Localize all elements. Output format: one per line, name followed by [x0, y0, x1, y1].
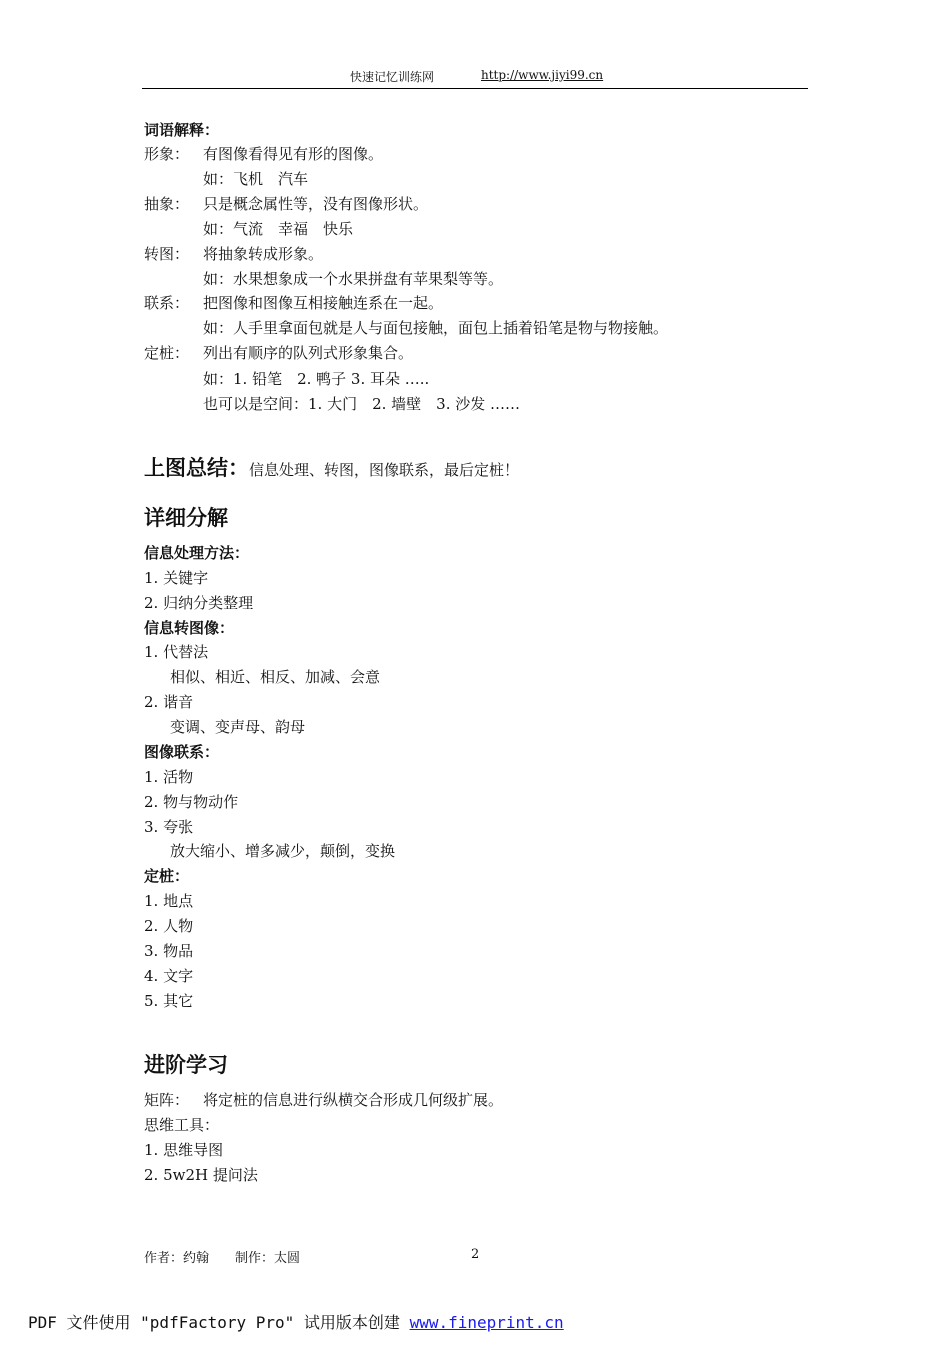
glossary-example: 如：人手里拿面包就是人与面包接触，面包上插着铅笔是物与物接触。 [203, 319, 669, 337]
list-item: 2. 人物 [144, 917, 194, 935]
glossary-example: 如：飞机 汽车 [203, 170, 309, 188]
list-item: 1. 关键字 [144, 569, 209, 587]
matrix-text: 将定桩的信息进行纵横交合形成几何级扩展。 [203, 1091, 504, 1109]
glossary-example: 如：1. 铅笔 2. 鸭子 3. 耳朵 ….. [203, 370, 430, 388]
matrix-label: 矩阵： [144, 1091, 190, 1109]
page-number: 2 [471, 1247, 480, 1262]
list-item: 1. 地点 [144, 892, 194, 910]
list-subitem: 相似、相近、相反、加减、会意 [170, 668, 381, 686]
list-item: 3. 物品 [144, 942, 194, 960]
list-item: 2. 归纳分类整理 [144, 594, 254, 612]
section-title-image-link: 图像联系： [144, 743, 220, 761]
glossary-term: 形象： [144, 145, 190, 163]
list-subitem: 放大缩小、增多减少，颠倒，变换 [170, 842, 396, 860]
glossary-example: 如：气流 幸福 快乐 [203, 220, 354, 238]
glossary-definition: 只是概念属性等，没有图像形状。 [203, 195, 429, 213]
footer-credits: 作者：约翰 制作：太圆 [144, 1251, 301, 1266]
glossary-definition: 列出有顺序的队列式形象集合。 [203, 344, 414, 362]
summary-text: 信息处理、转图，图像联系，最后定桩！ [249, 461, 520, 479]
section-title-info-to-image: 信息转图像： [144, 619, 235, 637]
glossary-term: 抽象： [144, 195, 190, 213]
summary-line [144, 452, 519, 482]
list-item: 1. 代替法 [144, 643, 209, 661]
glossary-title: 词语解释： [144, 121, 220, 139]
tools-label: 思维工具： [144, 1116, 220, 1134]
list-item: 3. 夸张 [144, 818, 194, 836]
watermark-text: PDF 文件使用 "pdfFactory Pro" 试用版本创建 [28, 1313, 410, 1332]
header-site-name: 快速记忆训练网 [350, 70, 435, 84]
summary-label: 上图总结： [144, 455, 249, 480]
list-item: 1. 活物 [144, 768, 194, 786]
detail-heading: 详细分解 [144, 505, 228, 530]
list-item: 2. 谐音 [144, 693, 194, 711]
list-item: 5. 其它 [144, 992, 194, 1010]
pdf-watermark [28, 1310, 564, 1333]
glossary-definition: 有图像看得见有形的图像。 [203, 145, 384, 163]
glossary-term: 定桩： [144, 344, 190, 362]
section-title-info-processing: 信息处理方法： [144, 544, 250, 562]
glossary-term: 转图： [144, 245, 190, 263]
glossary-term: 联系： [144, 294, 190, 312]
glossary-definition: 将抽象转成形象。 [203, 245, 324, 263]
glossary-extra-example: 也可以是空间：1. 大门 2. 墙壁 3. 沙发 …… [203, 395, 521, 413]
list-item: 4. 文字 [144, 967, 194, 985]
watermark-link[interactable]: www.fineprint.cn [409, 1313, 564, 1332]
advanced-heading: 进阶学习 [144, 1052, 228, 1077]
list-item: 2. 5w2H 提问法 [144, 1166, 258, 1184]
list-item: 1. 思维导图 [144, 1141, 224, 1159]
glossary-definition: 把图像和图像互相接触连系在一起。 [203, 294, 444, 312]
header-divider [142, 88, 808, 89]
glossary-example: 如：水果想象成一个水果拼盘有苹果梨等等。 [203, 270, 504, 288]
section-title-pegging: 定桩： [144, 867, 190, 885]
list-item: 2. 物与物动作 [144, 793, 239, 811]
list-subitem: 变调、变声母、韵母 [170, 718, 306, 736]
header-url[interactable]: http://www.jiyi99.cn [481, 68, 604, 82]
